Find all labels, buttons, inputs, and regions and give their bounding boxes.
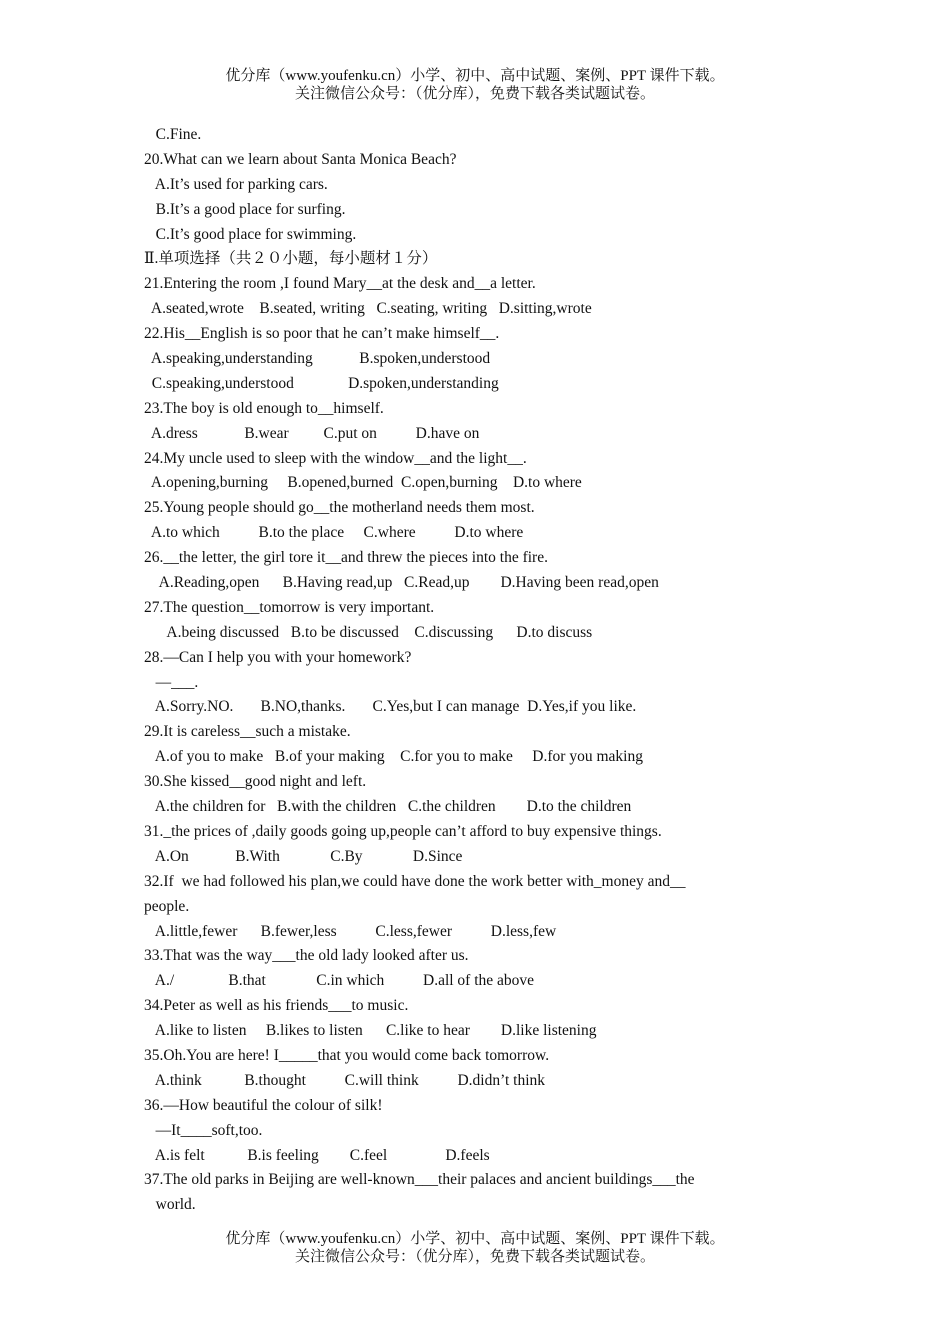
text-line: 35.Oh.You are here! I_____that you would come back tomorrow.	[144, 1046, 550, 1064]
text-line: 36.—How beautiful the colour of silk!	[144, 1096, 383, 1114]
text-line: 34.Peter as well as his friends___to music.	[144, 997, 409, 1015]
text-line: 22.His__English is so poor that he can’t make himself__.	[144, 325, 500, 343]
text-line: people.	[144, 897, 190, 915]
text-line: A./ B.that C.in which D.all of the above	[144, 972, 535, 990]
text-line: A.being discussed B.to be discussed C.discussing D.to discuss	[144, 623, 593, 641]
text-line: A.think B.thought C.will think D.didn’t think	[144, 1071, 546, 1089]
text-line: Ⅱ.单项选择（共２０小题，每小题材１分）	[144, 250, 438, 268]
text-line: 30.She kissed__good night and left.	[144, 773, 367, 791]
text-line: A.speaking,understanding B.spoken,understood	[144, 350, 491, 368]
text-line: A.dress B.wear C.put on D.have on	[144, 424, 480, 442]
header-line-2: 关注微信公众号：（优分库），免费下载各类试题试卷。	[294, 86, 655, 102]
text-line: 37.The old parks in Beijing are well-known___their palaces and ancient buildings___the	[144, 1171, 695, 1189]
text-line: A.to which B.to the place C.where D.to where	[144, 524, 524, 542]
text-line: C.Fine.	[144, 126, 202, 143]
text-line: A.of you to make B.of your making C.for you to make D.for you making	[144, 748, 643, 766]
text-line: 23.The boy is old enough to__himself.	[144, 399, 384, 417]
text-line: A.opening,burning B.opened,burned C.open,burning D.to where	[144, 474, 582, 492]
text-line: 25.Young people should go__the motherland needs them most.	[144, 499, 535, 517]
text-line: 26.__the letter, the girl tore it__and threw the pieces into the fire.	[144, 549, 548, 567]
text-line: 32.If we had followed his plan,we could have done the work better with_money and__	[144, 872, 686, 890]
text-line: 27.The question__tomorrow is very important.	[144, 598, 435, 616]
text-line: B.It’s a good place for surfing.	[144, 200, 346, 218]
text-line: A.is felt B.is feeling C.feel D.feels	[144, 1146, 490, 1164]
text-line: 29.It is careless__such a mistake.	[144, 723, 351, 741]
text-line: world.	[144, 1196, 196, 1214]
text-line: 28.—Can I help you with your homework?	[144, 648, 412, 666]
text-line: A.little,fewer B.fewer,less C.less,fewer D.less,few	[144, 922, 557, 940]
text-line: A.the children for B.with the children C.the children D.to the children	[144, 798, 632, 816]
text-line: A.It’s used for parking cars.	[144, 175, 328, 193]
text-line: 20.What can we learn about Santa Monica Beach?	[144, 150, 457, 168]
text-line: A.like to listen B.likes to listen C.like to hear D.like listening	[144, 1022, 597, 1040]
exam-body	[144, 123, 764, 1218]
text-line: A.seated,wrote B.seated, writing C.seating, writing D.sitting,wrote	[144, 300, 592, 318]
text-line: 21.Entering the room ,I found Mary__at the desk and__a letter.	[144, 275, 536, 293]
page-footer	[0, 1230, 950, 1266]
text-line: 24.My uncle used to sleep with the window__and the light__.	[144, 449, 527, 467]
footer-line-2: 关注微信公众号：（优分库），免费下载各类试题试卷。	[294, 1249, 655, 1265]
text-line: 33.That was the way___the old lady looked after us.	[144, 947, 469, 965]
text-line: A.Reading,open B.Having read,up C.Read,up D.Having been read,open	[144, 574, 659, 592]
text-line: —___.	[144, 673, 199, 691]
text-line: A.Sorry.NO. B.NO,thanks. C.Yes,but I can manage D.Yes,if you like.	[144, 698, 637, 716]
text-line: 31._the prices of ,daily goods going up,people can’t afford to buy expensive things.	[144, 822, 662, 840]
text-line: C.It’s good place for swimming.	[144, 225, 357, 243]
text-line: —It____soft,too.	[144, 1121, 263, 1139]
text-line: C.speaking,understood D.spoken,understanding	[144, 374, 499, 392]
text-line: A.On B.With C.By D.Since	[144, 847, 463, 865]
header-line-1: 优分库（www.youfenku.cn）小学、初中、高中试题、案例、PPT 课件下载。	[225, 68, 725, 84]
footer-line-1: 优分库（www.youfenku.cn）小学、初中、高中试题、案例、PPT 课件下载。	[225, 1231, 725, 1247]
page-header	[0, 67, 950, 103]
